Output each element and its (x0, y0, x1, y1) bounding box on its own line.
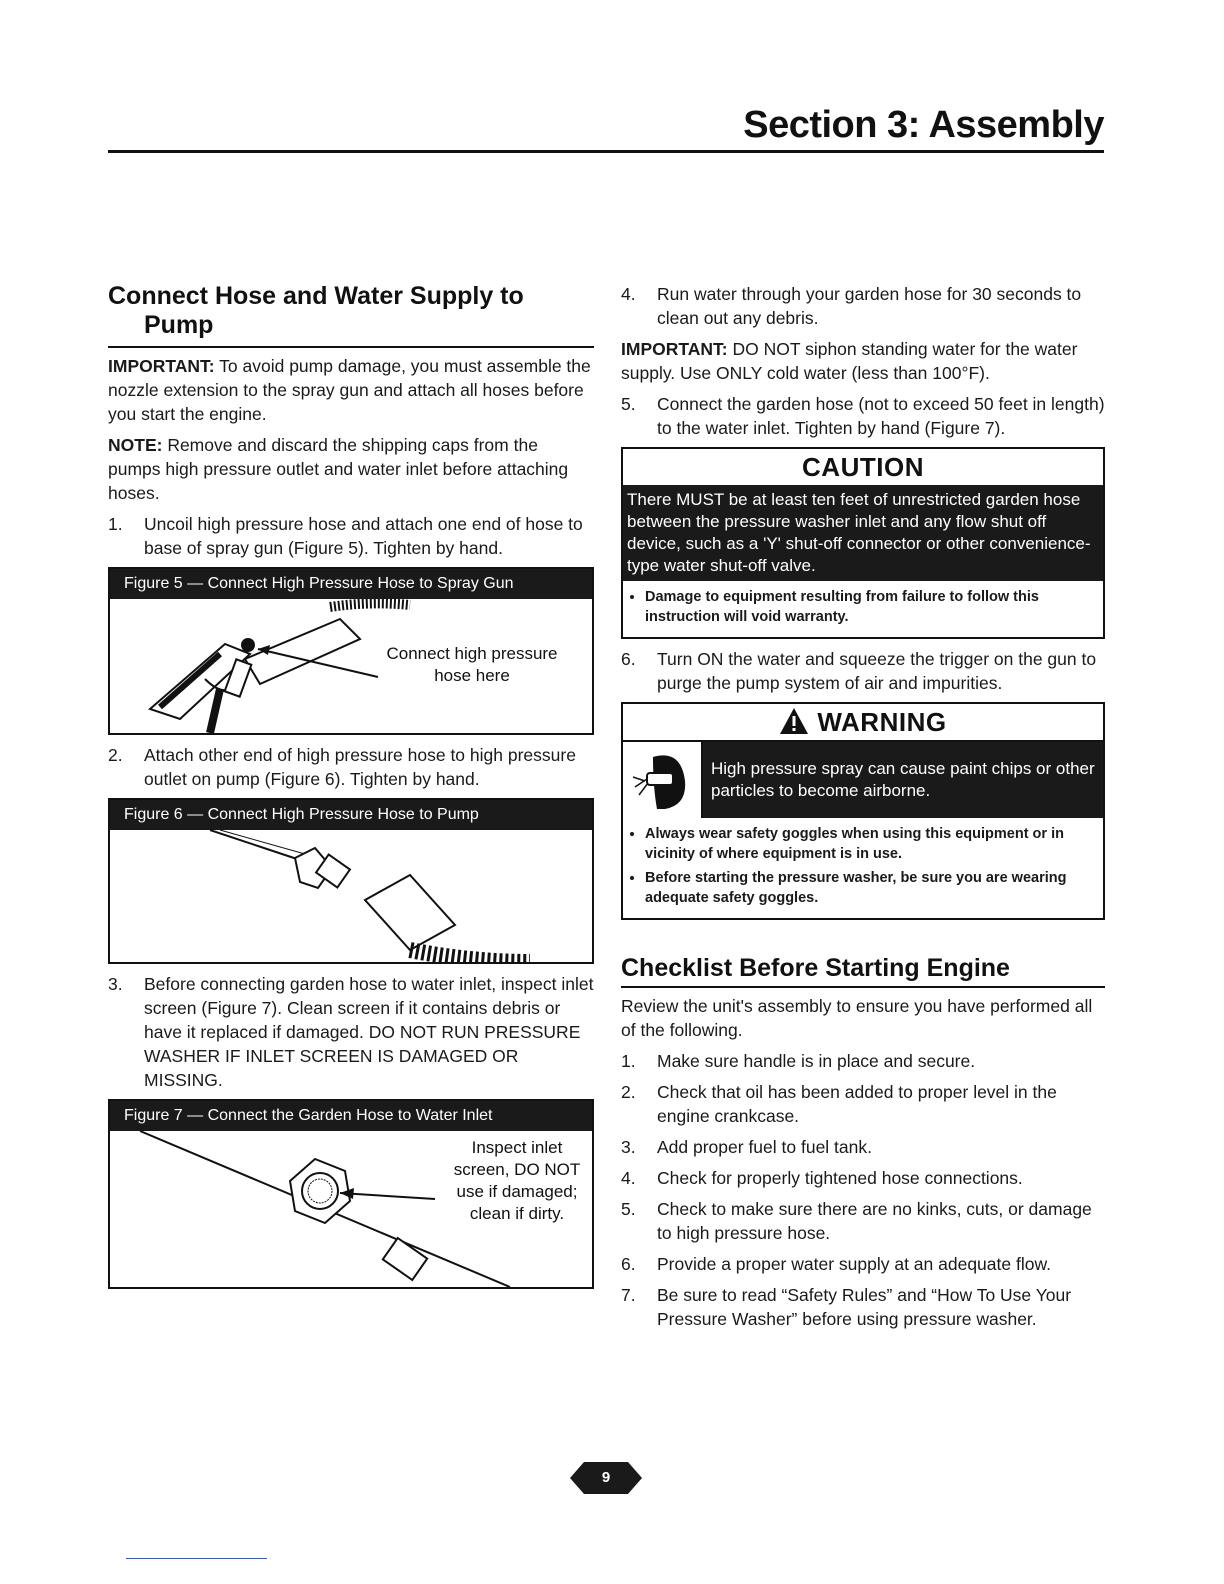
warning-bullets (623, 818, 1103, 918)
page-number: 9 (601, 1469, 611, 1486)
left-column (108, 282, 594, 1297)
figure-6-caption: Figure 6 — Connect High Pressure Hose to Pump (110, 800, 592, 830)
step-text: Add proper fuel to fuel tank. (657, 1137, 872, 1157)
step-number: 1. (108, 514, 123, 534)
step-number: 1. (621, 1051, 636, 1071)
heading-rule (621, 986, 1105, 988)
checklist-item (621, 1197, 1105, 1245)
figure-6 (108, 798, 594, 964)
warning-box (621, 702, 1105, 920)
step-4 (621, 282, 1105, 330)
figure-5 (108, 567, 594, 735)
step-2 (108, 743, 594, 791)
caution-title: CAUTION (802, 452, 924, 482)
important-text: To avoid pump damage, you must assemble the nozzle extension to the spray gun and attach all hoses before you start the engine. (108, 356, 591, 424)
important-paragraph (108, 354, 594, 426)
step-text: Before connecting garden hose to water inlet, inspect inlet screen (Figure 7). Clean screen if it contains debris or have it replaced if damaged. DO NOT RUN PRESSURE WASHER IF INLET SCREEN IS DAMAGED OR MISSING. (144, 974, 594, 1090)
checklist-item (621, 1166, 1105, 1190)
figure-6-body (110, 830, 592, 962)
figure-5-body (110, 599, 592, 733)
checklist-item (621, 1252, 1105, 1276)
step-1 (108, 512, 594, 560)
caution-text: There MUST be at least ten feet of unrestricted garden hose between the pressure washer inlet and any flow shut off device, such as a 'Y' shut-off connector or other convenience-type water shut-off valve. (623, 485, 1103, 581)
checklist-item (621, 1049, 1105, 1073)
important-paragraph (621, 337, 1105, 385)
note-paragraph (108, 433, 594, 505)
right-column (621, 282, 1105, 1338)
important-label: IMPORTANT: (108, 356, 215, 376)
step-number: 3. (108, 974, 123, 994)
warning-header (623, 704, 1103, 742)
figure-5-caption: Figure 5 — Connect High Pressure Hose to Spray Gun (110, 569, 592, 599)
step-number: 4. (621, 1168, 636, 1188)
heading-rule (108, 346, 594, 348)
step-text: Make sure handle is in place and secure. (657, 1051, 976, 1071)
step-number: 2. (108, 745, 123, 765)
header-rule (108, 150, 1104, 153)
step-text: Turn ON the water and squeeze the trigger on the gun to purge the pump system of air and impurities. (657, 649, 1097, 693)
step-number: 5. (621, 394, 636, 414)
figure-7 (108, 1099, 594, 1289)
caution-bullets (623, 581, 1103, 637)
important-text: DO NOT siphon standing water for the water supply. Use ONLY cold water (less than 100°F). (621, 339, 1078, 383)
step-text: Run water through your garden hose for 30 seconds to clean out any debris. (657, 284, 1082, 328)
warning-triangle-icon (779, 707, 809, 735)
figure-7-caption: Figure 7 — Connect the Garden Hose to Water Inlet (110, 1101, 592, 1131)
step-text: Uncoil high pressure hose and attach one end of hose to base of spray gun (Figure 5). Tighten by hand. (144, 514, 583, 558)
step-text: Check that oil has been added to proper level in the engine crankcase. (657, 1082, 1057, 1126)
figure-5-callout: Connect high pressure hose here (386, 644, 558, 685)
important-label: IMPORTANT: (621, 339, 728, 359)
warning-text: High pressure spray can cause paint chips or other particles to become airborne. (711, 759, 1095, 800)
safety-goggles-icon (623, 742, 703, 818)
warning-row (623, 742, 1103, 818)
step-3 (108, 972, 594, 1092)
step-5 (621, 392, 1105, 440)
step-text: Be sure to read “Safety Rules” and “How To Use Your Pressure Washer” before using pressure washer. (657, 1285, 1072, 1329)
step-text: Connect the garden hose (not to exceed 50 feet in length) to the water inlet. Tighten by hand (Figure 7). (657, 394, 1105, 438)
step-number: 3. (621, 1137, 636, 1157)
step-text: Attach other end of high pressure hose to high pressure outlet on pump (Figure 6). Tighten by hand. (144, 745, 576, 789)
note-text: Remove and discard the shipping caps from the pumps high pressure outlet and water inlet before attaching hoses. (108, 435, 569, 503)
warning-bullet: • Always wear safety goggles when using this equipment or in vicinity of where equipment is in use. (645, 824, 1093, 864)
warning-title: WARNING (817, 707, 947, 737)
note-label: NOTE: (108, 435, 163, 455)
step-number: 4. (621, 284, 636, 304)
checklist-item (621, 1135, 1105, 1159)
footer-link-line (126, 1558, 267, 1559)
step-text: Check for properly tightened hose connections. (657, 1168, 1023, 1188)
section-title: Section 3: Assembly (743, 104, 1104, 146)
step-number: 5. (621, 1199, 636, 1219)
connect-hose-heading: Connect Hose and Water Supply to Pump (108, 282, 524, 339)
step-text: Check to make sure there are no kinks, cuts, or damage to high pressure hose. (657, 1199, 1092, 1243)
step-number: 2. (621, 1082, 636, 1102)
step-number: 6. (621, 649, 636, 669)
step-6 (621, 647, 1105, 695)
checklist-intro: Review the unit's assembly to ensure you have performed all of the following. (621, 996, 1093, 1040)
caution-bullet: • Damage to equipment resulting from failure to follow this instruction will void warranty. (645, 587, 1093, 627)
checklist-heading: Checklist Before Starting Engine (621, 954, 1010, 982)
step-text: Provide a proper water supply at an adequate flow. (657, 1254, 1051, 1274)
page-number-badge (570, 1459, 642, 1497)
checklist-item (621, 1283, 1105, 1331)
caution-box (621, 447, 1105, 639)
warning-bullet: • Before starting the pressure washer, be sure you are wearing adequate safety goggles. (645, 868, 1093, 908)
figure-7-callout: Inspect inlet screen, DO NOT use if damaged; clean if dirty. (453, 1138, 581, 1223)
pump-hose-illustration (110, 830, 592, 962)
step-number: 7. (621, 1285, 636, 1305)
checklist-item (621, 1080, 1105, 1128)
figure-7-body (110, 1131, 592, 1287)
step-number: 6. (621, 1254, 636, 1274)
